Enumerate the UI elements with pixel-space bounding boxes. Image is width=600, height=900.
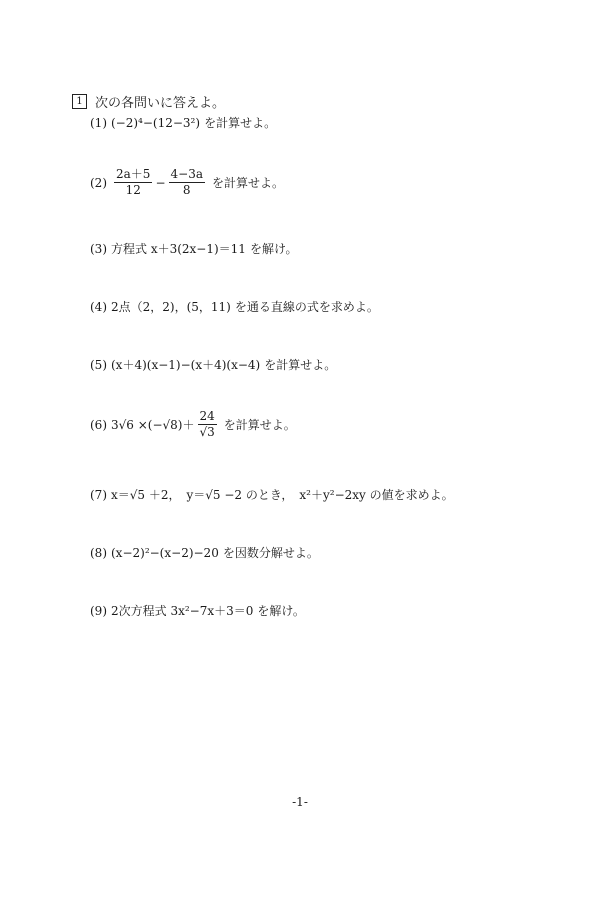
problem-number: (7) — [90, 487, 107, 502]
problem-instruction: を解け。 — [257, 604, 305, 618]
problem-number: (8) — [90, 545, 107, 560]
problem-6 — [90, 410, 296, 439]
fraction-numerator: 2a＋5 — [116, 167, 151, 181]
minus-sign: − — [155, 175, 166, 190]
problem-3 — [90, 240, 297, 257]
problem-expression: x＝√5 ＋2， y＝√5 −2 のとき， x²＋y²−2xy の値を求めよ。 — [111, 488, 454, 502]
question-number-box: 1 — [72, 94, 87, 109]
fraction-denominator: 8 — [182, 183, 191, 197]
problem-expression: (x−2)²−(x−2)−20 — [111, 545, 219, 560]
problem-instruction: を通る直線の式を求めよ。 — [234, 300, 379, 314]
problem-number: (2) — [90, 175, 107, 190]
fraction — [198, 410, 217, 439]
question-header — [72, 92, 225, 111]
problem-8 — [90, 544, 319, 561]
problem-7 — [90, 486, 458, 503]
problem-1 — [90, 114, 276, 131]
problem-number: (9) — [90, 603, 107, 618]
problem-instruction: を計算せよ。 — [204, 116, 277, 130]
problem-2 — [90, 168, 284, 197]
problem-expression: 2点（2，2)，(5，11) — [111, 300, 231, 314]
fraction-numerator: 24 — [199, 409, 215, 423]
problem-expression: 2次方程式 3x²−7x＋3＝0 — [111, 604, 254, 618]
problem-5 — [90, 356, 336, 373]
page-number: -1- — [292, 795, 308, 809]
fraction-1 — [114, 168, 152, 197]
question-instruction: 次の各問いに答えよ。 — [95, 96, 226, 111]
fraction-numerator: 4−3a — [170, 167, 203, 181]
fraction-denominator: √3 — [199, 425, 215, 439]
problem-expression: 方程式 x＋3(2x−1)＝11 — [111, 242, 246, 256]
problem-expression: (x＋4)(x−1)−(x＋4)(x−4) — [111, 358, 261, 372]
problem-instruction: を解け。 — [249, 242, 298, 256]
problem-instruction: を計算せよ。 — [211, 176, 284, 190]
problem-instruction: を因数分解せよ。 — [222, 546, 319, 560]
problem-expression: (−2)⁴−(12−3²) — [111, 115, 201, 130]
fraction-denominator: 12 — [125, 183, 141, 197]
problem-instruction: を計算せよ。 — [264, 358, 337, 372]
problem-expression: 3√6 ×(−√8)＋ — [111, 418, 195, 432]
problem-4 — [90, 298, 379, 315]
problem-number: (1) — [90, 115, 107, 130]
problem-instruction: を計算せよ。 — [223, 418, 296, 432]
problem-9 — [90, 602, 305, 619]
problem-number: (4) — [90, 299, 107, 314]
fraction-2 — [169, 168, 205, 197]
problem-number: (3) — [90, 241, 107, 256]
problem-number: (5) — [90, 357, 107, 372]
problem-number: (6) — [90, 417, 107, 432]
